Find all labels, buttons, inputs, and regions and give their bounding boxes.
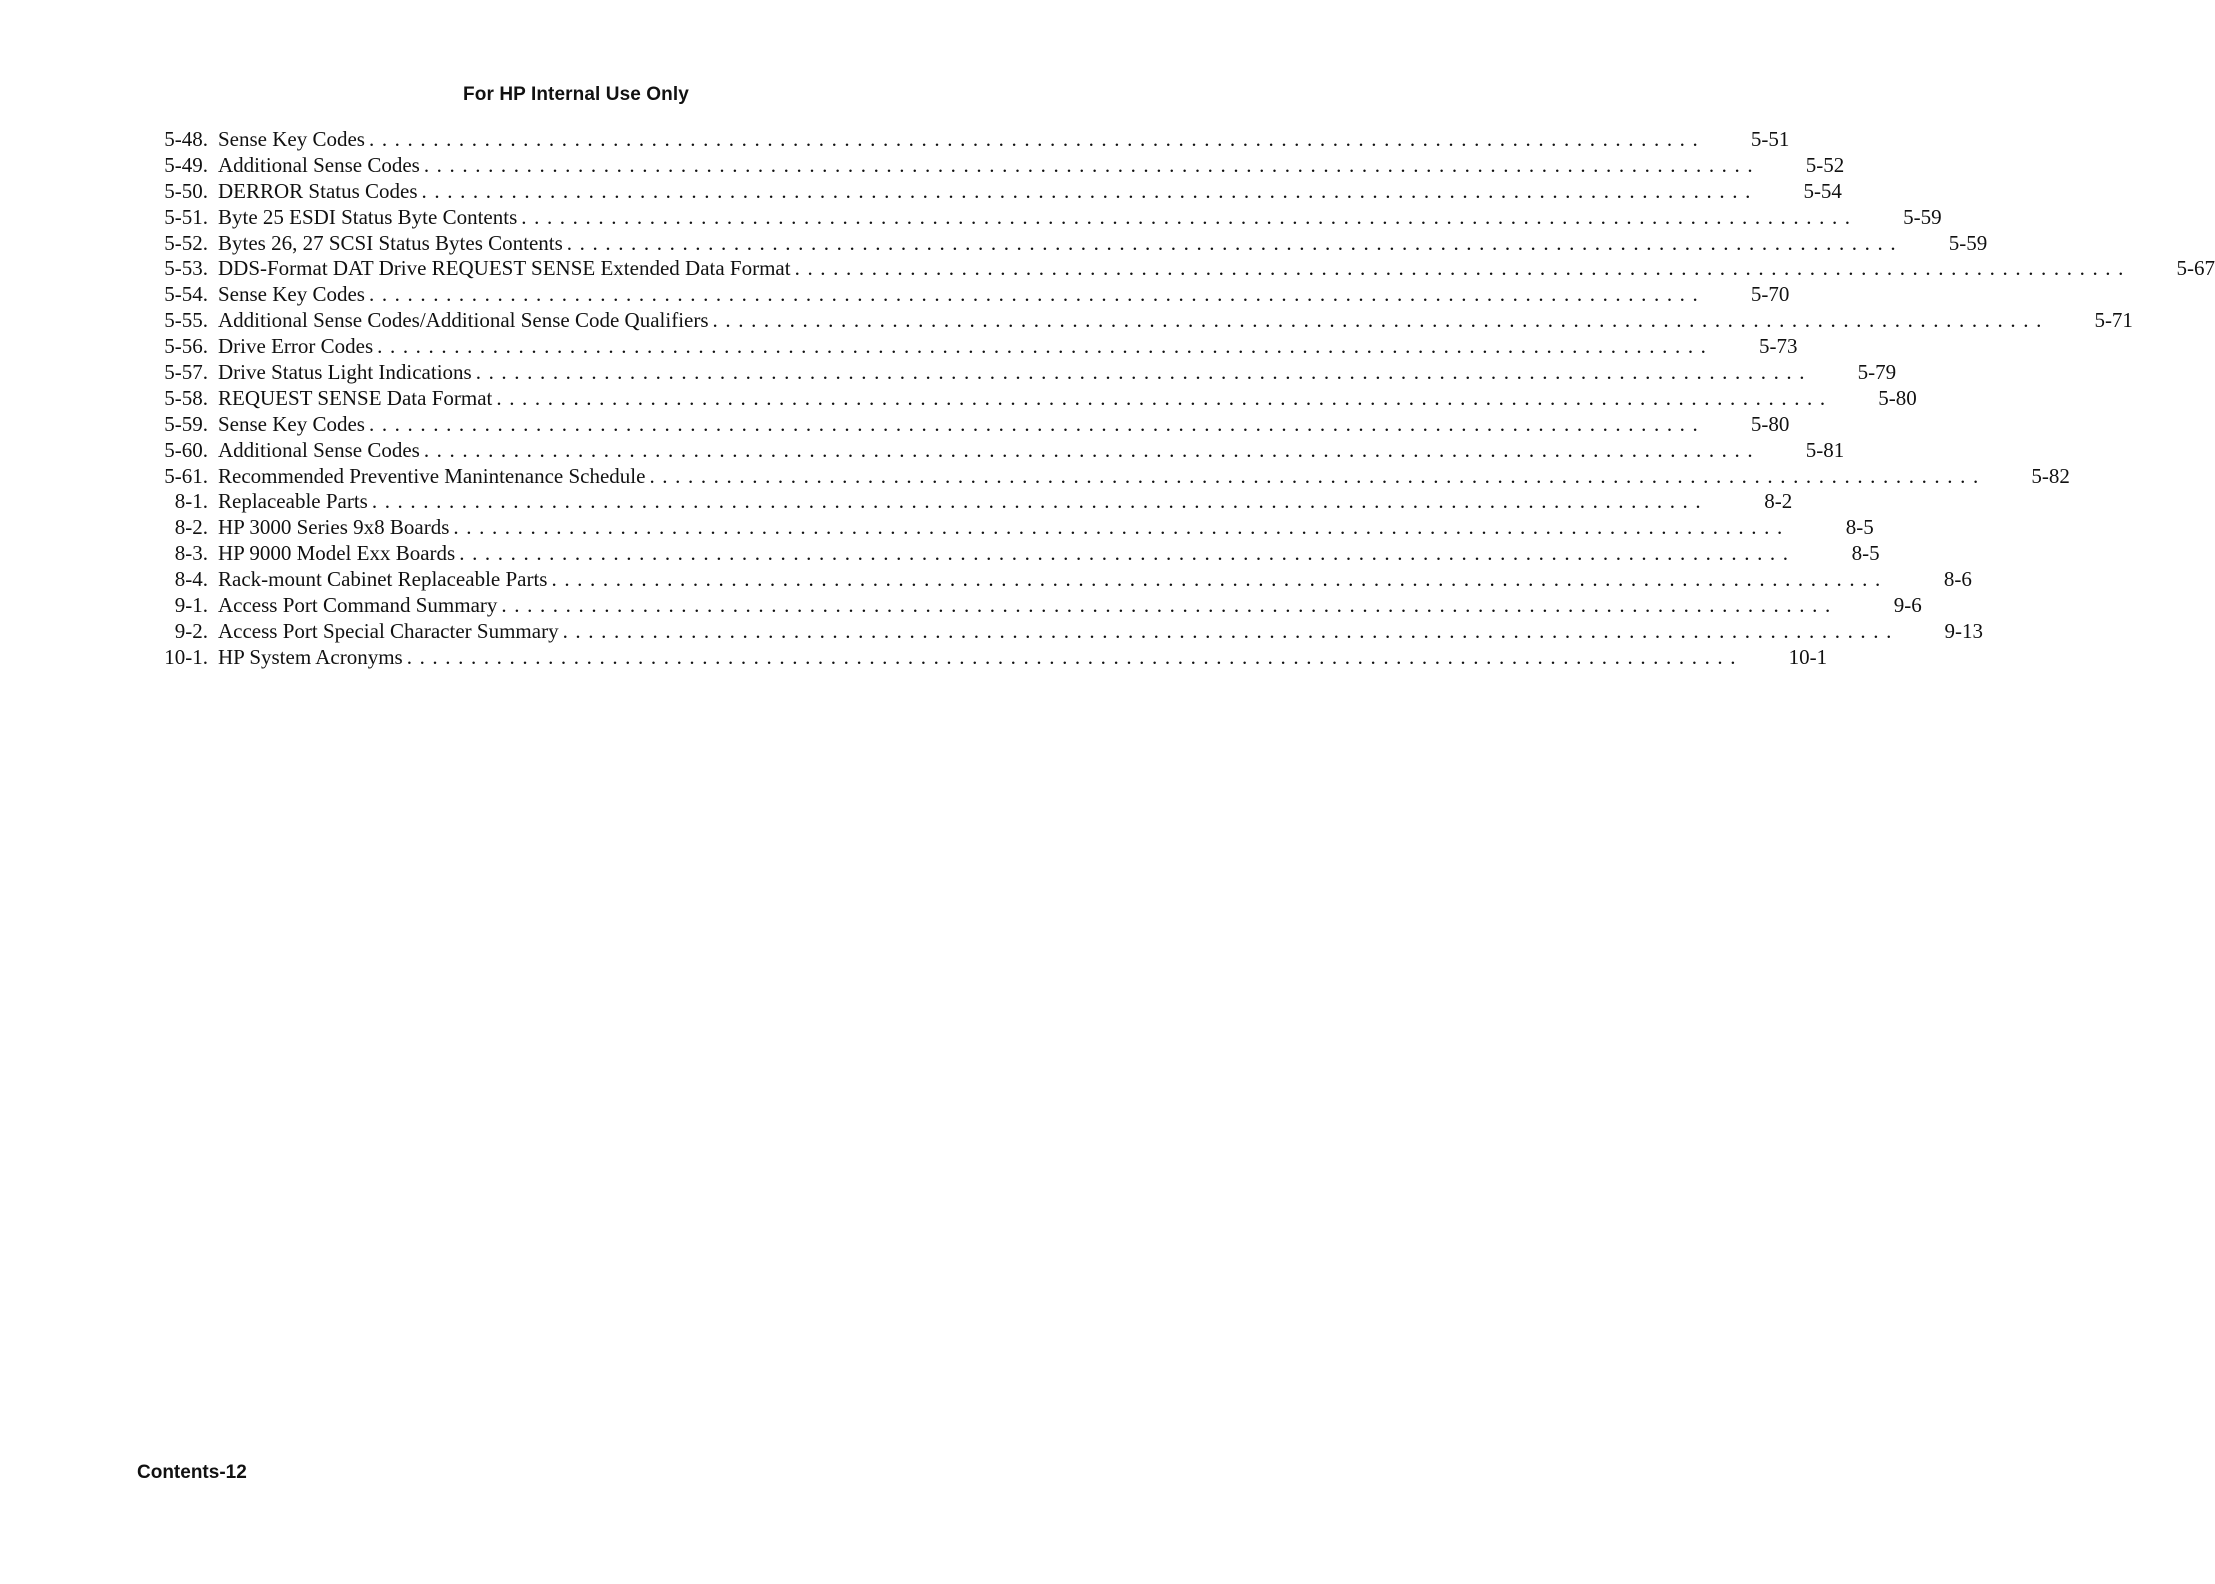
entry-title: Recommended Preventive Manintenance Schedule bbox=[218, 463, 646, 488]
entry-number: 9-2. bbox=[174, 618, 208, 643]
list-item bbox=[150, 593, 1922, 619]
entry-page: 5-73 bbox=[1759, 334, 1798, 359]
entry-number: 5-58. bbox=[164, 385, 208, 410]
entry-title: Additional Sense Codes/Additional Sense Code Qualifiers bbox=[218, 308, 709, 333]
list-item bbox=[150, 334, 1798, 360]
entry-number: 5-51. bbox=[164, 204, 208, 229]
list-item bbox=[150, 463, 2070, 490]
entry-number: 5-49. bbox=[164, 152, 208, 177]
dot-leader: ........................................................................................................ bbox=[423, 437, 1761, 462]
entry-title: Replaceable Parts bbox=[218, 489, 368, 514]
dot-leader: ........................................................................................................ bbox=[712, 308, 2049, 333]
table-list bbox=[150, 127, 2215, 671]
entry-number: 5-61. bbox=[164, 463, 208, 488]
entry-page: 8-5 bbox=[1851, 541, 1880, 566]
list-item bbox=[150, 282, 1790, 308]
entry-number: 9-1. bbox=[174, 593, 208, 618]
entry-title: Bytes 26, 27 SCSI Status Bytes Contents bbox=[218, 230, 563, 255]
dot-leader: ........................................................................................................ bbox=[566, 230, 1904, 255]
list-item bbox=[150, 360, 1897, 386]
entry-title: Drive Error Codes bbox=[218, 334, 374, 359]
entry-page: 5-80 bbox=[1750, 411, 1790, 436]
entry-page: 10-1 bbox=[1788, 644, 1828, 669]
list-item bbox=[150, 541, 1880, 567]
list-item bbox=[150, 385, 1917, 412]
dot-leader: ........................................................................................................ bbox=[521, 204, 1858, 229]
entry-title: HP 9000 Model Exx Boards bbox=[218, 541, 456, 566]
entry-page: 9-6 bbox=[1893, 593, 1922, 618]
dot-leader: ........................................................................................................ bbox=[501, 593, 1838, 618]
entry-page: 5-59 bbox=[1948, 230, 1988, 255]
entry-page: 8-2 bbox=[1764, 489, 1793, 514]
dot-leader: ........................................................................................................ bbox=[421, 178, 1758, 203]
entry-number: 5-59. bbox=[164, 411, 208, 436]
entry-page: 5-59 bbox=[1903, 204, 1942, 229]
entry-page: 5-52 bbox=[1805, 152, 1845, 177]
list-item bbox=[150, 308, 2133, 334]
entry-page: 5-79 bbox=[1857, 360, 1897, 385]
entry-title: Sense Key Codes bbox=[218, 411, 365, 436]
dot-leader: ........................................................................................................ bbox=[459, 541, 1796, 566]
entry-page: 5-71 bbox=[2094, 308, 2133, 333]
entry-page: 5-51 bbox=[1750, 127, 1790, 151]
list-item bbox=[150, 489, 1793, 515]
entry-title: Sense Key Codes bbox=[218, 282, 365, 307]
entry-number: 8-2. bbox=[174, 515, 208, 540]
list-item bbox=[150, 618, 1983, 645]
dot-leader: ........................................................................................................ bbox=[406, 644, 1744, 669]
entry-page: 5-82 bbox=[2031, 463, 2070, 488]
entry-number: 5-54. bbox=[164, 282, 208, 307]
list-item bbox=[150, 178, 1842, 205]
entry-page: 5-70 bbox=[1750, 282, 1790, 307]
list-item bbox=[150, 437, 1845, 464]
dot-leader: ........................................................................................................ bbox=[649, 463, 1986, 488]
entry-title: Drive Status Light Indications bbox=[218, 360, 472, 385]
list-item bbox=[150, 256, 2215, 282]
dot-leader: ........................................................................................................ bbox=[368, 411, 1706, 436]
dot-leader: ........................................................................................................ bbox=[453, 515, 1790, 540]
list-item bbox=[150, 230, 1988, 257]
entry-page: 5-54 bbox=[1803, 178, 1842, 203]
entry-title: Sense Key Codes bbox=[218, 127, 365, 151]
entry-number: 10-1. bbox=[164, 644, 208, 669]
entry-page: 5-80 bbox=[1878, 385, 1917, 410]
dot-leader: ........................................................................................................ bbox=[551, 567, 1888, 592]
list-item bbox=[150, 411, 1790, 438]
dot-leader: ........................................................................................................ bbox=[562, 618, 1899, 643]
entry-number: 5-56. bbox=[164, 334, 208, 359]
entry-number: 8-4. bbox=[174, 567, 208, 592]
entry-title: Rack-mount Cabinet Replaceable Parts bbox=[218, 567, 548, 592]
entry-title: Additional Sense Codes bbox=[218, 152, 420, 177]
page-header: For HP Internal Use Only bbox=[463, 84, 689, 105]
dot-leader: ........................................................................................................ bbox=[377, 334, 1714, 359]
list-item bbox=[150, 152, 1845, 179]
entry-number: 5-50. bbox=[164, 178, 208, 203]
dot-leader: ........................................................................................................ bbox=[371, 489, 1709, 514]
list-item bbox=[150, 204, 1942, 231]
entry-title: Access Port Special Character Summary bbox=[218, 618, 559, 643]
entry-title: Byte 25 ESDI Status Byte Contents bbox=[218, 204, 518, 229]
entry-page: 8-5 bbox=[1845, 515, 1874, 540]
entry-page: 5-81 bbox=[1805, 437, 1845, 462]
list-item bbox=[150, 127, 1790, 153]
dot-leader: ........................................................................................................ bbox=[794, 256, 2131, 281]
list-item bbox=[150, 644, 1828, 671]
entry-title: Access Port Command Summary bbox=[218, 593, 498, 618]
page-footer: Contents-12 bbox=[137, 1462, 247, 1483]
entry-number: 5-55. bbox=[164, 308, 208, 333]
entry-number: 8-1. bbox=[174, 489, 208, 514]
dot-leader: ........................................................................................................ bbox=[368, 127, 1706, 151]
entry-page: 9-13 bbox=[1944, 618, 1983, 643]
dot-leader: ........................................................................................................ bbox=[496, 385, 1833, 410]
entry-number: 5-60. bbox=[164, 437, 208, 462]
entry-number: 5-52. bbox=[164, 230, 208, 255]
entry-title: DDS-Format DAT Drive REQUEST SENSE Extended Data Format bbox=[218, 256, 791, 281]
dot-leader: ........................................................................................................ bbox=[475, 360, 1813, 385]
entry-number: 5-48. bbox=[164, 127, 208, 151]
entry-title: REQUEST SENSE Data Format bbox=[218, 385, 493, 410]
entry-title: HP 3000 Series 9x8 Boards bbox=[218, 515, 450, 540]
list-item bbox=[150, 567, 1972, 593]
entry-page: 8-6 bbox=[1943, 567, 1972, 592]
entry-number: 5-57. bbox=[164, 360, 208, 385]
entry-title: DERROR Status Codes bbox=[218, 178, 418, 203]
entry-title: HP System Acronyms bbox=[218, 644, 403, 669]
entry-page: 5-67 bbox=[2176, 256, 2215, 281]
entry-number: 8-3. bbox=[174, 541, 208, 566]
entry-title: Additional Sense Codes bbox=[218, 437, 420, 462]
list-item bbox=[150, 515, 1874, 541]
dot-leader: ........................................................................................................ bbox=[423, 152, 1761, 177]
dot-leader: ........................................................................................................ bbox=[368, 282, 1706, 307]
entry-number: 5-53. bbox=[164, 256, 208, 281]
